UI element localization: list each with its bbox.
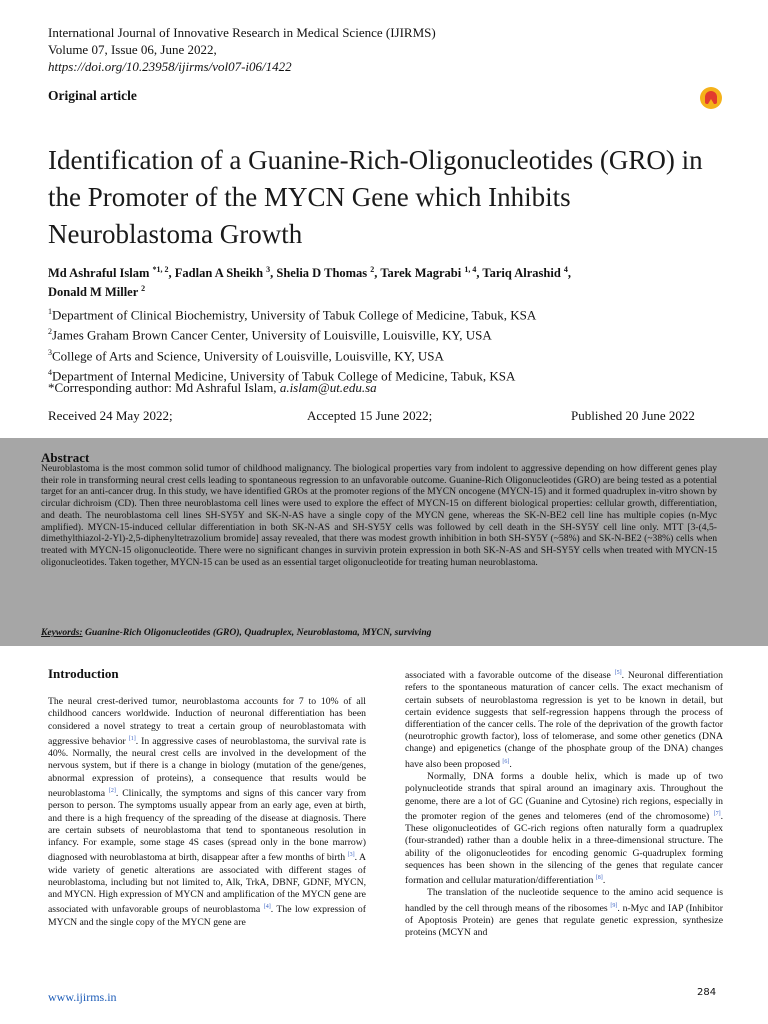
citation-link[interactable]: [3] bbox=[347, 852, 355, 859]
published-date: Published 20 June 2022 bbox=[571, 408, 695, 423]
author-affil-sup: 3 bbox=[266, 265, 271, 274]
author-affil-sup: 2 bbox=[141, 284, 146, 294]
citation-link[interactable]: [1] bbox=[128, 735, 136, 742]
author-name: Shelia D Thomas bbox=[276, 266, 368, 281]
author-affil-sup: 4 bbox=[563, 265, 568, 274]
abstract-box bbox=[0, 438, 768, 646]
page-number: 284 bbox=[697, 987, 717, 998]
citation-link[interactable]: [2] bbox=[108, 787, 116, 794]
doi-link[interactable]: https://doi.org/10.23958/ijirms/vol07-i06/1422 bbox=[48, 59, 292, 74]
paper-title: Identification of a Guanine-Rich-Oligonucleotides (GRO) in the Promoter of the MYCN Gene which Inhibits Neuroblastoma Growth bbox=[48, 145, 703, 249]
affiliation-item: $^1$Department of Clinical Biochemistry, University of Tabuk College of Medicine, Tabuk, KSA bbox=[48, 307, 537, 323]
keywords-text: Guanine-Rich Oligonucleotides (GRO), Quadruplex, Neuroblastoma, MYCN, surviving bbox=[82, 627, 432, 638]
citation-link[interactable]: [4] bbox=[263, 904, 271, 911]
accepted-date: Accepted 15 June 2022; bbox=[307, 408, 433, 423]
affiliation-item: $^3$College of Arts and Science, University of Louisville, Louisville, KY, USA bbox=[48, 347, 444, 363]
author-affil-sup: 2 bbox=[370, 265, 375, 274]
citation-link[interactable]: [5] bbox=[614, 670, 622, 676]
received-date: Received 24 May 2022; bbox=[48, 408, 173, 423]
body-paragraph: Normally, DNA forms a double helix, which is made up of two polynucleotide strands that spiral around an imaginary axis. Throughout the genome, there are a lot of GC (Guanine and Cytosine) rich regions, especially in the promoter region of the genes and telomeres (end of the chromosome) [7]. These oligonucleotides of GC-rich regions often naturally form a quadruplex (four-stranded) rather than a double helix in a three-dimensional structure. The ability of the oligonucleotides for encoding genomic G-quadruplex forming sequences has been shown in the silencing of the genes that regulate cancer formation and cellular maturation/differentiation [8]. bbox=[405, 771, 723, 887]
left-column bbox=[48, 664, 366, 929]
author-name: Fadlan A Sheikh bbox=[174, 266, 264, 281]
body-paragraph: The translation of the nucleotide sequence to the amino acid sequence is handled by the cell through means of the ribosomes [9]. n-Myc and IAP (Inhibitor of Apoptosis Protein) are genes that regulate genetic expression, synthesize proteins (MCYN and bbox=[405, 887, 723, 939]
corresponding-author bbox=[48, 380, 377, 396]
right-column bbox=[405, 667, 723, 939]
affiliation-item: $^2$James Graham Brown Cancer Center, University of Louisville, Louisville, KY, USA bbox=[48, 327, 492, 343]
affiliation-list bbox=[48, 303, 536, 384]
corresponding-email[interactable]: a.islam@ut.edu.sa bbox=[279, 380, 377, 395]
author-name: Tarek Magrabi bbox=[380, 266, 462, 281]
abstract-heading: Abstract bbox=[41, 450, 90, 465]
body-paragraph: The neural crest-derived tumor, neuroblastoma accounts for 7 to 10% of all childhood cancers worldwide. Induction of neuronal differentiation has been considered a novel strategy to treat a certain group of neuroblastomata with aggressive behavior [1]. In aggressive cases of neuroblastoma, the survival rate is 40%. Normally, the neural crest cells are involved in the development of the nervous system, but if there is a change in biology (mutation of the gene/genes, abnormal expression of proteins), a consequence that results would be neuroblastoma [2]. Clinically, the symptoms and signs of this cancer vary from person to person. The symptoms usually appear from an early age, even at birth, and there is a high frequency of the spreading of the disease at diagnosis. There are certain subsets of neuroblastoma that tend to spontaneous resolution in infancy. For example, some stage 4S cases (spread only in the bone marrow) diagnosed with neuroblastoma at birth, disappear after a few months of birth [3]. A wide variety of genetic alterations are associated with different stages of neuroblastoma, including but not limited to, Alk, TrkA, DBNF, GDNF, MYCN, and MYCN. High expression of MYCN and amplification of the MYCN gene are associated with unfavorable groups of neuroblastoma [4]. The low expression of MYCN and the single copy of the MYCN gene are bbox=[48, 696, 367, 928]
author-name: Donald M Miller bbox=[48, 285, 139, 300]
citation-link[interactable]: [6] bbox=[502, 758, 510, 765]
citation-link[interactable]: [8] bbox=[595, 874, 603, 881]
introduction-heading: Introduction bbox=[48, 666, 119, 681]
journal-header bbox=[48, 24, 436, 75]
author-affil-sup: *1, 2 bbox=[152, 265, 169, 274]
journal-volume: Volume 07, Issue 06, June 2022, bbox=[48, 42, 217, 57]
corresponding-label: *Corresponding author: Md Ashraful Islam, bbox=[48, 380, 280, 395]
author-name: Md Ashraful Islam bbox=[48, 266, 150, 281]
citation-link[interactable]: [9] bbox=[610, 902, 618, 909]
citation-link[interactable]: [7] bbox=[713, 810, 721, 817]
keywords-line bbox=[41, 627, 431, 638]
journal-name: International Journal of Innovative Research in Medical Science (IJIRMS) bbox=[48, 25, 436, 40]
footer-url[interactable]: www.ijirms.in bbox=[48, 990, 117, 1004]
author-list: Md Ashraful Islam $^{*1, 2}$, Fadlan A Sheikh $^3$, Shelia D Thomas $^2$, Tarek Magrabi $^{1, 4}$, Tariq Alrashid $^4$, Donald M Miller $^2$ bbox=[48, 265, 572, 300]
article-type: Original article bbox=[48, 88, 137, 103]
affiliation-item: $^4$Department of Internal Medicine, University of Tabuk College of Medicine, Tabuk, KSA bbox=[48, 367, 516, 384]
abstract-text: Neuroblastoma is the most common solid tumor of childhood malignancy. The biological properties vary from indolent to aggressive depending on how different genes play their role in transforming neural crest cells leading to spontaneous regression to an unfavorable outcome. Guanine-Rich Oligonucleotides (GRO) are being tested as a potential target for an anti-cancer drug. In this study, we have identified GROs at the promoter regions of the MYCN oncogene (MYCN-15) and it formed quadruplex in-vitro shown by circular dichroism (CD). Then three neuroblastoma cell lines were used to explore the effect of MYCN-15 on different biological properties: cellular growth, differentiation, and death. The neuroblastoma cell lines SH-SY5Y and SK-N-AS have a single copy of the MYCN gene, whereas the SK-N-BE2 cell line has multiple copies (n-Myc amplified). MYCN-15-induced cellular differentiation in both SK-N-AS and SH-SY5Y cells was followed by cell death in the SH-SY5Y cell line only. MTT [3-(4,5-dimethylthiazol-2-Yl)-2,5-diphenyltetrazolium bromide] assay revealed, that there was modest growth inhibition in both SH-SY5Y (~58%) and SK-N-BE2 (~38%) cells when treated with MYCN-15 oligonucleotide. There were no significant changes in survivin protein expression in both SK-N-AS and SH-SY5Y cells when treated with MYCN-15 oligonucleotides. Taken together, MYCN-15 can be used as an essential target oligonucleotide for treating human neuroblastoma. bbox=[41, 463, 717, 568]
author-name: Tariq Alrashid bbox=[482, 266, 561, 281]
bookmark-badge-icon[interactable] bbox=[700, 87, 722, 109]
keywords-label: Keywords: bbox=[41, 627, 83, 638]
body-paragraph: associated with a favorable outcome of the disease [5]. Neuronal differentiation refers to the spontaneous maturation of cancer cells. The exact mechanism of certain subsets of neuroblastoma regression is yet to be known in detail, but certain evidence suggests that self-regression happens through the process of differentiation of the cancer cells. The role of the deprivation of the growth factor (neurotrophic growth factor), loss of telomerase, and some other genetics (DNA change) and epigenetics (change of the phosphate group of the DNA) changes have also been proposed [6]. bbox=[405, 670, 723, 770]
author-affil-sup: 1, 4 bbox=[464, 265, 477, 274]
